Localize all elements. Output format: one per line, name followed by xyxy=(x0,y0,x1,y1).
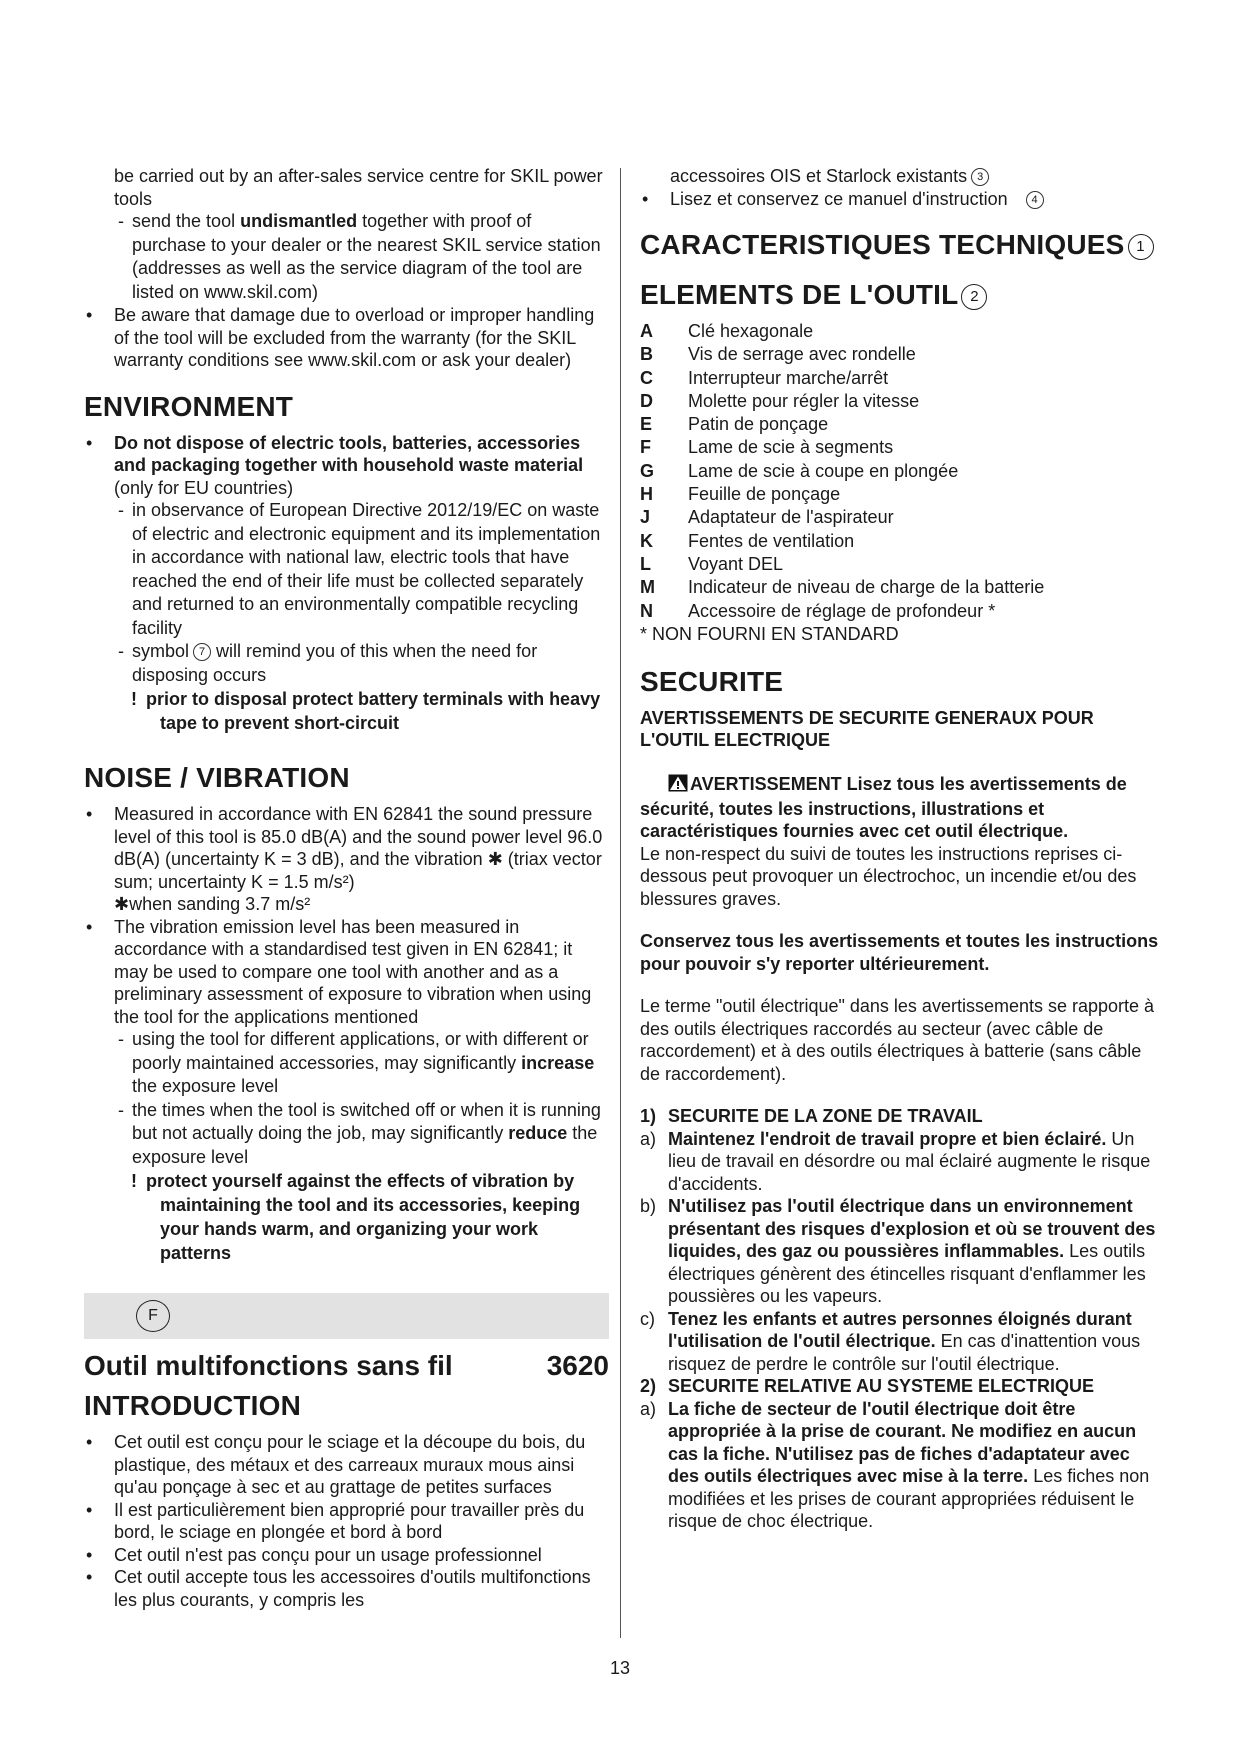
section-1c: c) Tenez les enfants et autres personnes éloignés durant l'utilisation de l'outil électrique. En cas d'inattention vous risquez de perdre le contrôle sur l'outil électrique. xyxy=(640,1308,1141,1374)
noise-heading: NOISE / VIBRATION xyxy=(84,762,350,793)
left-column xyxy=(84,165,609,1611)
noise-dash-2: - the times when the tool is switched off or when it is running but not actually doing the job, may significantly reduce the exposure level xyxy=(84,1099,609,1170)
parts-item xyxy=(640,576,1160,599)
right-column xyxy=(640,165,1160,1533)
parts-item-key: A xyxy=(640,321,653,341)
parts-item-key: F xyxy=(640,437,651,458)
warranty-dash-item: - send the tool undismantled together with proof of purchase to your dealer or the nearest SKIL service station (addresses as well as the service diagram of the tool are listed on www.skil.com) xyxy=(84,210,609,304)
product-name: Outil multifonctions sans fil xyxy=(84,1350,453,1381)
parts-item-key: K xyxy=(640,530,653,551)
parts-item xyxy=(640,460,1160,483)
vibration-warning: ! protect yourself against the effects of vibration by maintaining the tool and its accessories, keeping your hands warm, and organizing your work patterns xyxy=(84,1169,609,1265)
safety-subheading: AVERTISSEMENTS DE SECURITE GENERAUX POUR L'OUTIL ELECTRIQUE xyxy=(640,708,1094,751)
environment-heading: ENVIRONMENT xyxy=(84,390,294,422)
parts-item-label: Adaptateur de l'aspirateur xyxy=(688,507,894,528)
parts-item xyxy=(640,530,1160,553)
continued-text: accessoires OIS et Starlock existants 3 xyxy=(640,165,1160,188)
section-1-heading: 1) SECURITE DE LA ZONE DE TRAVAIL xyxy=(640,1106,983,1127)
parts-item-label: Interrupteur marche/arrêt xyxy=(688,367,889,388)
parts-item-key: L xyxy=(640,553,651,574)
warning-icon xyxy=(668,774,688,798)
parts-item xyxy=(640,413,1160,436)
noise-bullet-2: • The vibration emission level has been measured in accordance with a standardised test given in EN 62841; it may be used to compare one tool with another and as a preliminary assessment of exposure to vibration when using the tool for the applications mentioned xyxy=(84,916,609,1029)
language-badge: F xyxy=(136,1300,170,1332)
parts-item-key: G xyxy=(640,460,655,481)
parts-item-label: Vis de serrage avec rondelle xyxy=(688,344,916,365)
parts-item-label: Patin de ponçage xyxy=(688,414,829,435)
parts-item xyxy=(640,483,1160,506)
parts-item xyxy=(640,343,1160,366)
environment-warning: ! prior to disposal protect battery terminals with heavy tape to prevent short-circuit xyxy=(84,687,609,735)
term-definition: Le terme "outil électrique" dans les avertissements se rapporte à des outils électriques raccordés au secteur (avec câble de raccordement) et à des outils électriques à batterie (sans câble de raccordement). xyxy=(640,996,1155,1084)
parts-item-key: B xyxy=(640,344,653,365)
parts-list xyxy=(640,320,1160,623)
parts-item-key: N xyxy=(640,600,653,621)
star-icon: ✱ xyxy=(487,849,503,869)
parts-item-label: Clé hexagonale xyxy=(688,321,814,341)
warning-text: Le non-respect du suivi de toutes les instructions reprises ci-dessous peut provoquer un électrochoc, un incendie et/ou des blessures graves. xyxy=(640,843,1137,909)
parts-item-key: D xyxy=(640,390,653,411)
intro-heading: INTRODUCTION xyxy=(84,1390,302,1421)
parts-item-label: Molette pour régler la vitesse xyxy=(688,390,920,411)
noise-bullet-1: • Measured in accordance with EN 62841 the sound pressure level of this tool is 85.0 dB(A) and the sound power level 96.0 dB(A) (uncertainty K = 3 dB), and the vibration ✱ (triax vector sum; uncertainty K = 1.5 m/s²) ✱when sanding 3.7 m/s² xyxy=(84,803,609,916)
parts-item-label: Feuille de ponçage xyxy=(688,484,841,505)
manual-bullet: • Lisez et conservez ce manuel d'instruction 4 xyxy=(640,188,1160,211)
figure-2-icon: 2 xyxy=(961,284,987,310)
warranty-bullet: • Be aware that damage due to overload or improper handling of the tool will be excluded from the warranty (for the SKIL warranty conditions see www.skil.com or ask your dealer) xyxy=(84,304,609,372)
parts-item-label: Indicateur de niveau de charge de la batterie xyxy=(688,577,1045,598)
noise-dash-1: - using the tool for different applications, or with different or poorly maintained accessories, may significantly increase the exposure level xyxy=(84,1028,609,1099)
continued-text: be carried out by an after-sales service centre for SKIL power tools xyxy=(114,166,603,209)
warning-paragraph: AVERTISSEMENT Lisez tous les avertissements de sécurité, toutes les instructions, illustrations et caractéristiques fournies avec cet outil électrique. xyxy=(640,774,1127,842)
parts-item-label: Voyant DEL xyxy=(688,553,784,574)
parts-item-key: C xyxy=(640,367,653,388)
section-1b: b) N'utilisez pas l'outil électrique dans un environnement présentant des risques d'explosion et où se trouvent des liquides, des gaz ou poussières inflammables. Les outils électriques génèrent des étincelles risquant d'enflammer les poussières ou les vapeurs. xyxy=(640,1196,1156,1307)
parts-item xyxy=(640,367,1160,390)
parts-item xyxy=(640,506,1160,529)
section-1a: a) Maintenez l'endroit de travail propre et bien éclairé. Un lieu de travail en désordre ou mal éclairé augmente le risque d'accidents. xyxy=(640,1128,1151,1194)
parts-item-key: M xyxy=(640,577,655,598)
intro-bullet-4: • Cet outil accepte tous les accessoires d'outils multifonctions les plus courants, y compris les xyxy=(84,1566,609,1611)
language-bar xyxy=(84,1293,609,1339)
star-icon: ✱ xyxy=(114,894,130,914)
section-2-heading: 2) SECURITE RELATIVE AU SYSTEME ELECTRIQUE xyxy=(640,1376,1095,1397)
intro-bullet-1: • Cet outil est conçu pour le sciage et la découpe du bois, du plastique, des métaux et des carreaux muraux mous ainsi qu'au ponçage à sec et au grattage de petites surfaces xyxy=(84,1431,609,1499)
environment-dash-2: - symbol 7 will remind you of this when the need for disposing occurs xyxy=(84,640,609,687)
parts-item xyxy=(640,390,1160,413)
parts-note: * NON FOURNI EN STANDARD xyxy=(640,623,899,644)
parts-item-key: J xyxy=(640,507,651,528)
page-number: 13 xyxy=(609,1658,631,1678)
column-divider xyxy=(620,168,621,1638)
symbol-7-icon: 7 xyxy=(193,643,211,661)
parts-item-label: Accessoire de réglage de profondeur * xyxy=(688,600,996,621)
product-title xyxy=(84,1349,609,1383)
safety-heading: SECURITE xyxy=(640,666,784,698)
parts-item-label: Lame de scie à coupe en plongée xyxy=(688,460,959,481)
intro-bullet-3: • Cet outil n'est pas conçu pour un usage professionnel xyxy=(84,1544,609,1567)
intro-bullet-2: • Il est particulièrement bien approprié pour travailler près du bord, le sciage en plongée et bord à bord xyxy=(84,1499,609,1544)
section-2a: a) La fiche de secteur de l'outil électrique doit être appropriée à la prise de courant. Ne modifiez en aucun cas la fiche. N'utilisez pas de fiches d'adaptateur avec des outils électriques avec mise à la terre. Les fiches non modifiées et les prises de courant appropriées réduisent le risque de choc électrique. xyxy=(640,1398,1150,1532)
product-model: 3620 xyxy=(546,1350,609,1381)
elements-heading: ELEMENTS DE L'OUTIL 2 xyxy=(640,278,1160,312)
parts-item-label: Fentes de ventilation xyxy=(688,530,855,551)
parts-item xyxy=(640,436,1160,459)
parts-item xyxy=(640,553,1160,576)
tech-heading: CARACTERISTIQUES TECHNIQUES 1 xyxy=(640,228,1160,262)
figure-3-icon: 3 xyxy=(971,168,989,186)
environment-bullet: • Do not dispose of electric tools, batteries, accessories and packaging together with household waste material (only for EU countries) xyxy=(84,432,609,500)
parts-item-key: H xyxy=(640,484,653,505)
parts-item xyxy=(640,320,1160,343)
parts-item-key: E xyxy=(640,414,653,435)
keep-instructions: Conservez tous les avertissements et toutes les instructions pour pouvoir s'y reporter ultérieurement. xyxy=(640,931,1159,974)
environment-dash-1: - in observance of European Directive 2012/19/EC on waste of electric and electronic equipment and its implementation in accordance with national law, electric tools that have reached the end of their life must be collected separately and returned to an environmentally compatible recycling facility xyxy=(84,499,609,640)
parts-item-label: Lame de scie à segments xyxy=(688,437,894,458)
parts-item xyxy=(640,600,1160,623)
figure-4-icon: 4 xyxy=(1026,191,1044,209)
figure-1-icon: 1 xyxy=(1128,234,1154,260)
